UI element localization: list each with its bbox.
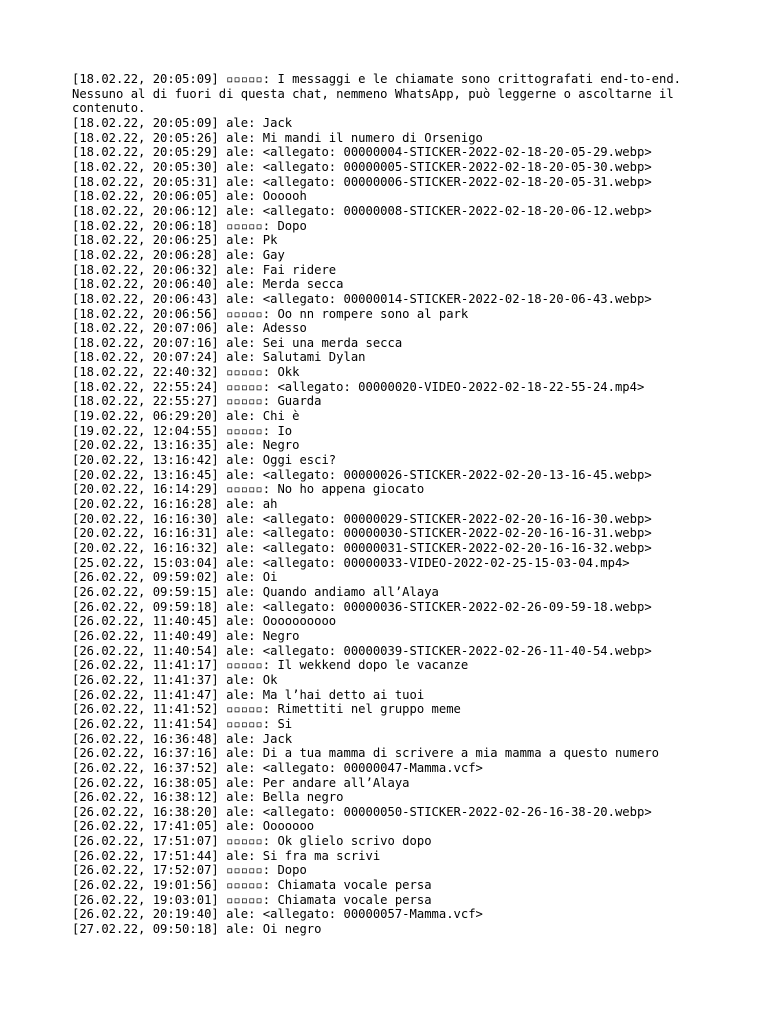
chat-message: [26.02.22, 11:40:54] ale: <allegato: 00000039-STICKER-2022-02-26-11-40-54.webp> — [72, 643, 652, 658]
chat-message: [26.02.22, 11:41:47] ale: Ma l’hai detto ai tuoi — [72, 687, 425, 702]
chat-message: [18.02.22, 20:06:18] ▫▫▫▫▫: Dopo — [72, 218, 307, 233]
chat-message: [18.02.22, 20:06:25] ale: Pk — [72, 233, 278, 248]
chat-message: [26.02.22, 11:41:52] ▫▫▫▫▫: Rimettiti nel gruppo meme — [72, 702, 461, 717]
chat-message: [20.02.22, 13:16:35] ale: Negro — [72, 438, 300, 453]
chat-message: [26.02.22, 11:40:49] ale: Negro — [72, 628, 300, 643]
chat-message: [26.02.22, 17:41:05] ale: Ooooooo — [72, 819, 315, 834]
chat-message: [18.02.22, 20:05:29] ale: <allegato: 00000004-STICKER-2022-02-18-20-05-29.webp> — [72, 145, 652, 160]
chat-message: [18.02.22, 20:06:32] ale: Fai ridere — [72, 262, 337, 277]
chat-message: [18.02.22, 20:06:05] ale: Oooooh — [72, 189, 307, 204]
chat-message: [26.02.22, 11:40:45] ale: Oooooooooo — [72, 614, 337, 629]
chat-log — [72, 72, 712, 937]
chat-message: [18.02.22, 20:05:31] ale: <allegato: 00000006-STICKER-2022-02-18-20-05-31.webp> — [72, 174, 652, 189]
chat-message: [20.02.22, 13:16:42] ale: Oggi esci? — [72, 453, 337, 468]
chat-message: [26.02.22, 11:41:17] ▫▫▫▫▫: Il wekkend dopo le vacanze — [72, 658, 469, 673]
chat-message: [20.02.22, 16:14:29] ▫▫▫▫▫: No ho appena giocato — [72, 482, 425, 497]
chat-message: [19.02.22, 12:04:55] ▫▫▫▫▫: Io — [72, 423, 293, 438]
chat-message: [26.02.22, 17:51:44] ale: Si fra ma scrivi — [72, 848, 381, 863]
chat-message: [18.02.22, 20:07:06] ale: Adesso — [72, 321, 307, 336]
chat-message: [26.02.22, 16:37:16] ale: Di a tua mamma di scrivere a mia mamma a questo numero — [72, 746, 659, 761]
chat-message: [18.02.22, 22:40:32] ▫▫▫▫▫: Okk — [72, 365, 300, 380]
chat-message: [20.02.22, 16:16:30] ale: <allegato: 00000029-STICKER-2022-02-20-16-16-30.webp> — [72, 511, 652, 526]
chat-message: [26.02.22, 09:59:18] ale: <allegato: 00000036-STICKER-2022-02-26-09-59-18.webp> — [72, 599, 652, 614]
chat-message: [26.02.22, 19:03:01] ▫▫▫▫▫: Chiamata vocale persa — [72, 892, 432, 907]
chat-message: [18.02.22, 22:55:24] ▫▫▫▫▫: <allegato: 00000020-VIDEO-2022-02-18-22-55-24.mp4> — [72, 379, 645, 394]
chat-message: [18.02.22, 20:06:12] ale: <allegato: 00000008-STICKER-2022-02-18-20-06-12.webp> — [72, 203, 652, 218]
chat-message: [26.02.22, 16:38:05] ale: Per andare all’Alaya — [72, 775, 410, 790]
chat-message: [26.02.22, 16:37:52] ale: <allegato: 00000047-Mamma.vcf> — [72, 760, 483, 775]
chat-message: [26.02.22, 09:59:15] ale: Quando andiamo all’Alaya — [72, 584, 439, 599]
chat-message: [26.02.22, 11:41:54] ▫▫▫▫▫: Si — [72, 716, 293, 731]
chat-message: [26.02.22, 11:41:37] ale: Ok — [72, 672, 278, 687]
chat-message: [26.02.22, 16:38:12] ale: Bella negro — [72, 790, 344, 805]
chat-message: [18.02.22, 20:06:28] ale: Gay — [72, 247, 285, 262]
chat-message: [25.02.22, 15:03:04] ale: <allegato: 00000033-VIDEO-2022-02-25-15-03-04.mp4> — [72, 555, 630, 570]
chat-message: [18.02.22, 22:55:27] ▫▫▫▫▫: Guarda — [72, 394, 322, 409]
chat-message: [18.02.22, 20:05:26] ale: Mi mandi il numero di Orsenigo — [72, 130, 483, 145]
chat-message: [20.02.22, 16:16:31] ale: <allegato: 00000030-STICKER-2022-02-20-16-16-31.webp> — [72, 526, 652, 541]
chat-message: [20.02.22, 16:16:28] ale: ah — [72, 497, 278, 512]
chat-message: [19.02.22, 06:29:20] ale: Chi è — [72, 409, 300, 424]
chat-message: [18.02.22, 20:05:09] ▫▫▫▫▫: I messaggi e le chiamate sono crittografati end-to-end. Nessuno al di fuori di questa chat, nemmeno WhatsApp, può leggerne o ascoltarne il contenuto. — [72, 72, 682, 116]
chat-message: [18.02.22, 20:05:09] ale: Jack — [72, 115, 293, 130]
chat-message: [26.02.22, 17:51:07] ▫▫▫▫▫: Ok glielo scrivo dopo — [72, 834, 432, 849]
chat-message: [26.02.22, 09:59:02] ale: Oi — [72, 570, 278, 585]
chat-message: [18.02.22, 20:07:24] ale: Salutami Dylan — [72, 350, 366, 365]
chat-message: [20.02.22, 13:16:45] ale: <allegato: 00000026-STICKER-2022-02-20-13-16-45.webp> — [72, 467, 652, 482]
chat-message: [18.02.22, 20:05:30] ale: <allegato: 00000005-STICKER-2022-02-18-20-05-30.webp> — [72, 159, 652, 174]
chat-message: [18.02.22, 20:07:16] ale: Sei una merda secca — [72, 335, 403, 350]
chat-message: [18.02.22, 20:06:43] ale: <allegato: 00000014-STICKER-2022-02-18-20-06-43.webp> — [72, 291, 652, 306]
chat-message: [26.02.22, 17:52:07] ▫▫▫▫▫: Dopo — [72, 863, 307, 878]
chat-message: [18.02.22, 20:06:56] ▫▫▫▫▫: Oo nn rompere sono al park — [72, 306, 469, 321]
chat-message: [26.02.22, 20:19:40] ale: <allegato: 00000057-Mamma.vcf> — [72, 907, 483, 922]
chat-message: [26.02.22, 16:36:48] ale: Jack — [72, 731, 293, 746]
chat-message: [20.02.22, 16:16:32] ale: <allegato: 00000031-STICKER-2022-02-20-16-16-32.webp> — [72, 541, 652, 555]
chat-message: [27.02.22, 09:50:18] ale: Oi negro — [72, 922, 322, 937]
chat-message: [26.02.22, 19:01:56] ▫▫▫▫▫: Chiamata vocale persa — [72, 878, 432, 893]
chat-message: [18.02.22, 20:06:40] ale: Merda secca — [72, 277, 344, 292]
chat-message: [26.02.22, 16:38:20] ale: <allegato: 00000050-STICKER-2022-02-26-16-38-20.webp> — [72, 804, 652, 819]
